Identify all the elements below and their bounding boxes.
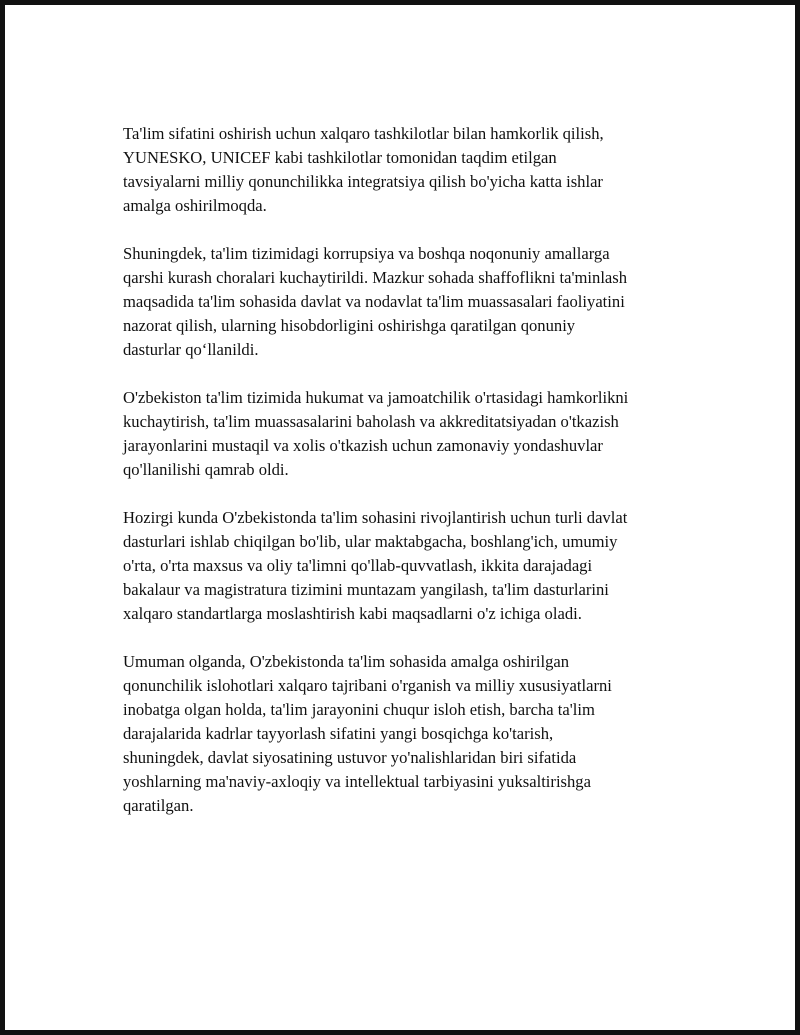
paragraph-international-cooperation: Ta'lim sifatini oshirish uchun xalqaro tashkilotlar bilan hamkorlik qilish, YUNESKO, UNICEF kabi tashkilotlar tomonidan taqdim etilgan tavsiyalarni milliy qonunchilikka integratsiya qilish bo'yicha katta ishlar amalga oshirilmoqda. [123,124,604,215]
paragraph-public-partnership: O'zbekiston ta'lim tizimida hukumat va jamoatchilik o'rtasidagi hamkorlikni kuchaytirish, ta'lim muassasalarini baholash va akkreditatsiyadan o'tkazish jarayonlarini mustaqil va xolis o'tkazish uchun zamonaviy yondashuvlar qo'llanilishi qamrab oldi. [123,388,629,479]
paragraph-state-programs: Hozirgi kunda O'zbekistonda ta'lim sohasini rivojlantirish uchun turli davlat dasturlari ishlab chiqilgan bo'lib, ular maktabgacha, boshlang'ich, umumiy o'rta, o'rta maxsus va oliy ta'limni qo'llab-quvvatlash, ikkita darajadagi bakalaur va magistratura tizimini muntazam yangilash, ta'lim dasturlarini xalqaro standartlarga moslashtirish kabi maqsadlarni o'z ichiga oladi. [123,508,628,623]
document-body [123,122,698,842]
paragraph-conclusion: Umuman olganda, O'zbekistonda ta'lim sohasida amalga oshirilgan qonunchilik islohotlari xalqaro tajribani o'rganish va milliy xususiyatlarni inobatga olgan holda, ta'lim jarayonini chuqur isloh etish, barcha ta'lim darajalarida kadrlar tayyorlash sifatini yangi bosqichga ko'tarish, shuningdek, davlat siyosatining ustuvor yo'nalishlaridan biri sifatida yoshlarning ma'naviy-axloqiy va intellektual tarbiyasini yuksaltirishga qaratilgan. [123,652,612,815]
paragraph-anti-corruption: Shuningdek, ta'lim tizimidagi korrupsiya va boshqa noqonuniy amallarga qarshi kurash choralari kuchaytirildi. Mazkur sohada shaffoflikni ta'minlash maqsadida ta'lim sohasida davlat va nodavlat ta'lim muassasalari faoliyatini nazorat qilish, ularning hisobdorligini oshirishga qaratilgan qonuniy dasturlar qo‘llanildi. [123,244,628,359]
